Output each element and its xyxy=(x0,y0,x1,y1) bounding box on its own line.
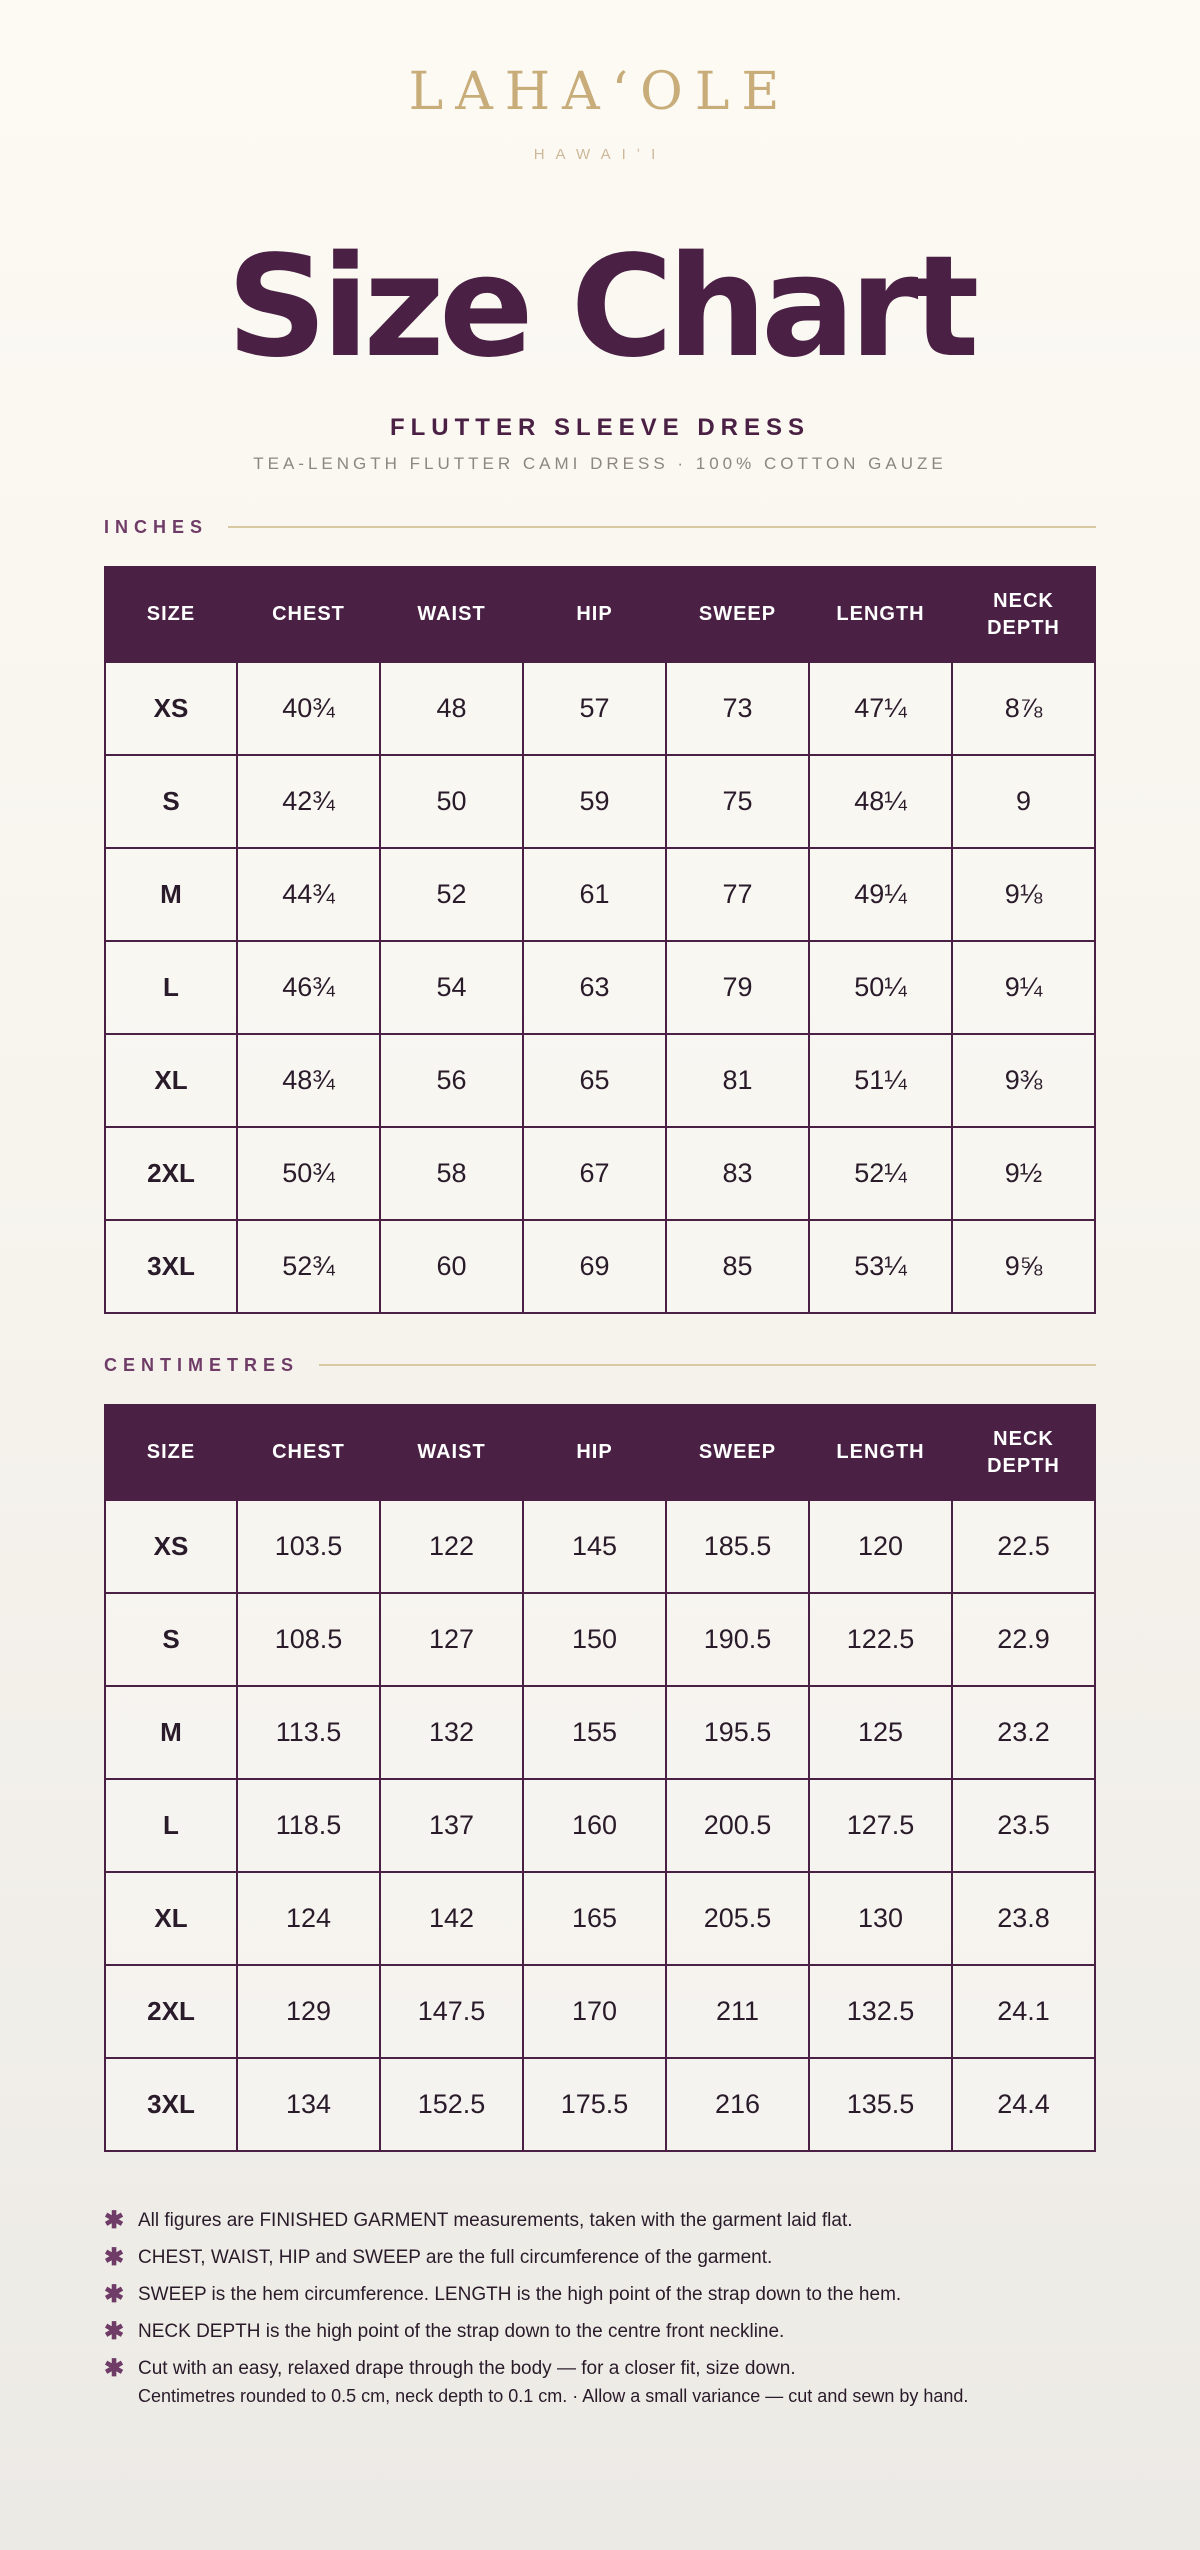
footnote: Centimetres rounded to 0.5 cm, neck depth to 0.1 cm. · Allow a small variance — cut and sewn by hand. xyxy=(138,2386,969,2406)
note-item xyxy=(104,2202,1104,2239)
measurement-cell: 103.5 xyxy=(237,1500,380,1593)
inches-size-table xyxy=(104,566,1096,1314)
header-length: LENGTH xyxy=(809,567,952,662)
table-header-row xyxy=(105,1405,1095,1500)
measurement-cell: 54 xyxy=(380,941,523,1034)
measurement-cell: 118.5 xyxy=(237,1779,380,1872)
measurement-cell: 122 xyxy=(380,1500,523,1593)
measurement-cell: 9½ xyxy=(952,1127,1095,1220)
section-divider xyxy=(319,1364,1096,1366)
measurement-cell: 50¾ xyxy=(237,1127,380,1220)
measurement-cell: 108.5 xyxy=(237,1593,380,1686)
header-size: SIZE xyxy=(105,567,237,662)
measurement-cell: 132 xyxy=(380,1686,523,1779)
measurement-cell: 145 xyxy=(523,1500,666,1593)
measurement-cell: 22.5 xyxy=(952,1500,1095,1593)
measurement-cell: 67 xyxy=(523,1127,666,1220)
measurement-cell: 127.5 xyxy=(809,1779,952,1872)
measurement-cell: 190.5 xyxy=(666,1593,809,1686)
measurement-cell: 132.5 xyxy=(809,1965,952,2058)
page-title: Size Chart xyxy=(226,226,974,389)
measurement-cell: 124 xyxy=(237,1872,380,1965)
table-row xyxy=(105,1220,1095,1313)
size-cell: 2XL xyxy=(105,1127,237,1220)
measurement-cell: 122.5 xyxy=(809,1593,952,1686)
measurement-cell: 142 xyxy=(380,1872,523,1965)
header-sweep: SWEEP xyxy=(666,567,809,662)
table-row xyxy=(105,1965,1095,2058)
table-row xyxy=(105,1127,1095,1220)
note-item xyxy=(104,2350,1104,2387)
measurement-cell: 42¾ xyxy=(237,755,380,848)
size-cell: S xyxy=(105,1593,237,1686)
size-cell: XS xyxy=(105,662,237,755)
measurement-cell: 211 xyxy=(666,1965,809,2058)
table-row xyxy=(105,941,1095,1034)
measurement-cell: 9¼ xyxy=(952,941,1095,1034)
measurement-cell: 9⅜ xyxy=(952,1034,1095,1127)
measurement-cell: 57 xyxy=(523,662,666,755)
header-waist: WAIST xyxy=(380,1405,523,1500)
measurement-cell: 59 xyxy=(523,755,666,848)
measurement-cell: 185.5 xyxy=(666,1500,809,1593)
note-text: All figures are FINISHED GARMENT measurements, taken with the garment laid flat. xyxy=(138,2209,853,2231)
measurement-cell: 75 xyxy=(666,755,809,848)
table-row xyxy=(105,1034,1095,1127)
note-text: NECK DEPTH is the high point of the strap down to the centre front neckline. xyxy=(138,2320,785,2342)
header-size: SIZE xyxy=(105,1405,237,1500)
product-name: FLUTTER SLEEVE DRESS xyxy=(389,414,811,441)
measurement-cell: 77 xyxy=(666,848,809,941)
size-cell: XL xyxy=(105,1034,237,1127)
measurement-cell: 63 xyxy=(523,941,666,1034)
table-row xyxy=(105,1779,1095,1872)
centimetres-section-header xyxy=(104,1350,1096,1380)
measurement-cell: 48¼ xyxy=(809,755,952,848)
measurement-cell: 9 xyxy=(952,755,1095,848)
size-cell: L xyxy=(105,941,237,1034)
product-description: TEA-LENGTH FLUTTER CAMI DRESS · 100% COTTON GAUZE xyxy=(253,454,947,473)
measurement-cell: 61 xyxy=(523,848,666,941)
measurement-cell: 69 xyxy=(523,1220,666,1313)
table-row xyxy=(105,1686,1095,1779)
measurement-cell: 23.2 xyxy=(952,1686,1095,1779)
measurement-cell: 60 xyxy=(380,1220,523,1313)
measurement-cell: 22.9 xyxy=(952,1593,1095,1686)
table-row xyxy=(105,1593,1095,1686)
measurement-cell: 44¾ xyxy=(237,848,380,941)
measurement-cell: 65 xyxy=(523,1034,666,1127)
measurement-cell: 53¼ xyxy=(809,1220,952,1313)
header-length: LENGTH xyxy=(809,1405,952,1500)
measurement-cell: 46¾ xyxy=(237,941,380,1034)
measurement-cell: 175.5 xyxy=(523,2058,666,2151)
size-cell: 2XL xyxy=(105,1965,237,2058)
asterisk-icon: ✱ xyxy=(104,2318,125,2345)
measurement-cell: 58 xyxy=(380,1127,523,1220)
table-row xyxy=(105,662,1095,755)
centimetres-size-table xyxy=(104,1404,1096,2152)
measurement-cell: 24.1 xyxy=(952,1965,1095,2058)
measurement-cell: 127 xyxy=(380,1593,523,1686)
measurement-cell: 135.5 xyxy=(809,2058,952,2151)
size-cell: XS xyxy=(105,1500,237,1593)
brand-logo: LAHAʻOLE xyxy=(408,62,792,122)
measurement-cell: 56 xyxy=(380,1034,523,1127)
measurement-cell: 48¾ xyxy=(237,1034,380,1127)
size-cell: 3XL xyxy=(105,2058,237,2151)
inches-section-label: INCHES xyxy=(104,516,209,537)
measurement-cell: 150 xyxy=(523,1593,666,1686)
measurement-cell: 73 xyxy=(666,662,809,755)
measurement-cell: 9⅝ xyxy=(952,1220,1095,1313)
asterisk-icon: ✱ xyxy=(104,2355,125,2382)
measurement-cell: 125 xyxy=(809,1686,952,1779)
note-item xyxy=(104,2239,1104,2276)
measurement-cell: 50 xyxy=(380,755,523,848)
measurement-cell: 9⅛ xyxy=(952,848,1095,941)
table-row xyxy=(105,848,1095,941)
measurement-cell: 216 xyxy=(666,2058,809,2151)
size-cell: M xyxy=(105,1686,237,1779)
measurement-cell: 83 xyxy=(666,1127,809,1220)
inches-section-header xyxy=(104,512,1096,542)
size-cell: S xyxy=(105,755,237,848)
measurement-cell: 195.5 xyxy=(666,1686,809,1779)
measurement-cell: 48 xyxy=(380,662,523,755)
header-chest: CHEST xyxy=(237,567,380,662)
measurement-cell: 113.5 xyxy=(237,1686,380,1779)
measurement-cell: 165 xyxy=(523,1872,666,1965)
size-cell: 3XL xyxy=(105,1220,237,1313)
size-cell: XL xyxy=(105,1872,237,1965)
measurement-cell: 8⅞ xyxy=(952,662,1095,755)
header-chest: CHEST xyxy=(237,1405,380,1500)
header-hip: HIP xyxy=(523,567,666,662)
size-cell: L xyxy=(105,1779,237,1872)
measurement-cell: 120 xyxy=(809,1500,952,1593)
measurement-cell: 23.5 xyxy=(952,1779,1095,1872)
asterisk-icon: ✱ xyxy=(104,2244,125,2271)
measurement-cell: 155 xyxy=(523,1686,666,1779)
note-text: CHEST, WAIST, HIP and SWEEP are the full circumference of the garment. xyxy=(138,2246,773,2268)
measurement-cell: 52¼ xyxy=(809,1127,952,1220)
brand-location: HAWAIʻI xyxy=(533,146,667,163)
measurement-cell: 23.8 xyxy=(952,1872,1095,1965)
note-item xyxy=(104,2313,1104,2350)
measurement-cell: 205.5 xyxy=(666,1872,809,1965)
table-row xyxy=(105,1872,1095,1965)
asterisk-icon: ✱ xyxy=(104,2281,125,2308)
measurement-cell: 160 xyxy=(523,1779,666,1872)
measurement-cell: 85 xyxy=(666,1220,809,1313)
measurement-cell: 152.5 xyxy=(380,2058,523,2151)
measurement-cell: 47¼ xyxy=(809,662,952,755)
header-waist: WAIST xyxy=(380,567,523,662)
measurement-cell: 40¾ xyxy=(237,662,380,755)
table-row xyxy=(105,755,1095,848)
measurement-cell: 170 xyxy=(523,1965,666,2058)
measurement-cell: 147.5 xyxy=(380,1965,523,2058)
measurement-cell: 129 xyxy=(237,1965,380,2058)
measurement-cell: 52 xyxy=(380,848,523,941)
measurement-cell: 200.5 xyxy=(666,1779,809,1872)
notes-list xyxy=(104,2202,1104,2387)
header-hip: HIP xyxy=(523,1405,666,1500)
measurement-cell: 137 xyxy=(380,1779,523,1872)
table-row xyxy=(105,1500,1095,1593)
note-text: Cut with an easy, relaxed drape through the body — for a closer fit, size down. xyxy=(138,2357,796,2379)
section-divider xyxy=(228,526,1096,528)
size-cell: M xyxy=(105,848,237,941)
table-row xyxy=(105,2058,1095,2151)
header-sweep: SWEEP xyxy=(666,1405,809,1500)
table-header-row xyxy=(105,567,1095,662)
measurement-cell: 52¾ xyxy=(237,1220,380,1313)
centimetres-section-label: CENTIMETRES xyxy=(104,1354,300,1375)
header-neck-depth: NECK DEPTH xyxy=(952,1405,1095,1500)
note-item xyxy=(104,2276,1104,2313)
header-neck-depth: NECK DEPTH xyxy=(952,567,1095,662)
measurement-cell: 134 xyxy=(237,2058,380,2151)
note-text: SWEEP is the hem circumference. LENGTH is the high point of the strap down to the hem. xyxy=(138,2283,902,2305)
measurement-cell: 50¼ xyxy=(809,941,952,1034)
measurement-cell: 51¼ xyxy=(809,1034,952,1127)
measurement-cell: 79 xyxy=(666,941,809,1034)
measurement-cell: 49¼ xyxy=(809,848,952,941)
asterisk-icon: ✱ xyxy=(104,2207,125,2234)
measurement-cell: 130 xyxy=(809,1872,952,1965)
measurement-cell: 24.4 xyxy=(952,2058,1095,2151)
measurement-cell: 81 xyxy=(666,1034,809,1127)
